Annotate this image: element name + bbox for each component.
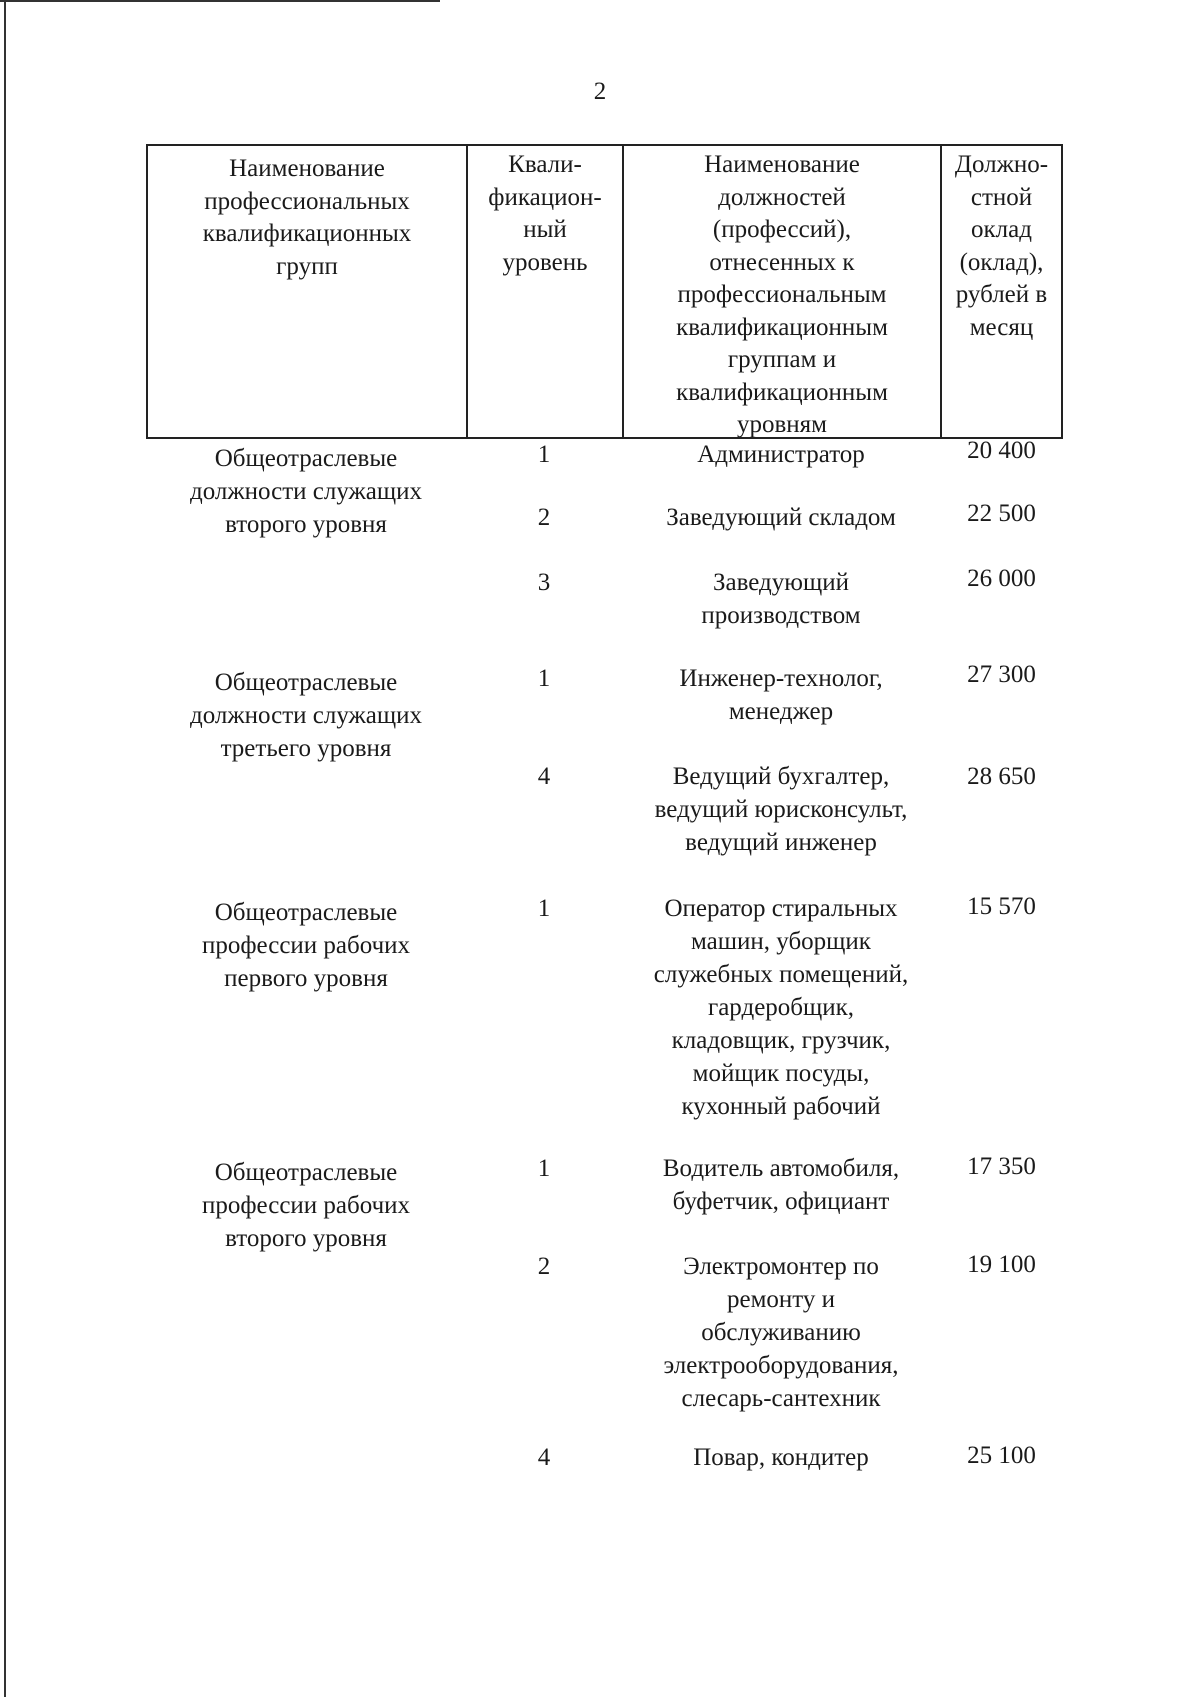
- salary-cell: 28 650: [967, 763, 1036, 790]
- header-qualification-level: [468, 146, 624, 437]
- header-text: отнесенных к: [709, 248, 855, 276]
- level-cell: 2: [537, 1253, 551, 1280]
- position-cell: [622, 1250, 940, 1415]
- group-name-line: третьего уровня: [220, 735, 392, 762]
- position-line: Заведующий: [713, 569, 849, 596]
- group-name: [146, 896, 466, 995]
- level-cell: 4: [537, 1444, 551, 1471]
- position-line: гардеробщик,: [707, 994, 855, 1021]
- level-cell: 2: [537, 504, 551, 531]
- header-text: фикацион-: [488, 183, 602, 211]
- position-cell: [622, 438, 940, 471]
- scan-edge-top: [0, 0, 440, 2]
- position-line: электрооборудования,: [663, 1352, 899, 1379]
- group-name-line: Общеотраслевые: [214, 899, 398, 926]
- header-text: группам и: [727, 346, 837, 373]
- position-line: слесарь-сантехник: [681, 1385, 881, 1412]
- header-position-names: [624, 146, 942, 437]
- header-text: ный: [523, 216, 567, 243]
- header-text: оклад: [971, 216, 1032, 243]
- level-cell: 4: [537, 763, 551, 790]
- salary-cell: 19 100: [967, 1251, 1036, 1278]
- position-cell: [622, 1152, 940, 1218]
- header-text: Квали-: [508, 151, 582, 178]
- position-cell: [622, 662, 940, 728]
- position-cell: [622, 566, 940, 632]
- position-line: менеджер: [728, 698, 834, 725]
- page-number: 2: [593, 78, 607, 105]
- position-line: ведущий юрисконсульт,: [654, 796, 908, 823]
- position-line: производством: [701, 602, 861, 629]
- position-line: служебных помещений,: [653, 961, 909, 988]
- position-line: машин, уборщик: [691, 928, 871, 955]
- salary-cell: 17 350: [967, 1153, 1036, 1180]
- header-text: Должно-: [954, 151, 1049, 178]
- group-name-line: профессии рабочих: [201, 1192, 411, 1219]
- header-salary: [942, 146, 1061, 437]
- position-line: обслуживанию: [701, 1319, 861, 1346]
- group-name: [146, 442, 466, 541]
- group-name-line: Общеотраслевые: [214, 669, 398, 696]
- header-text: Наименование: [704, 151, 860, 178]
- header-text: квалификационным: [676, 378, 888, 406]
- position-line: Электромонтер по: [683, 1253, 879, 1280]
- group-name-line: второго уровня: [225, 511, 387, 538]
- header-text: профессиональным: [677, 281, 887, 308]
- position-line: ремонту и: [726, 1286, 836, 1313]
- position-cell: [622, 892, 940, 1123]
- level-cell: 1: [537, 1155, 551, 1182]
- table-header: [146, 144, 1063, 439]
- position-line: кладовщик, грузчик,: [671, 1027, 891, 1054]
- salary-cell: 15 570: [967, 893, 1036, 920]
- header-text: квалификационным: [676, 313, 888, 341]
- position-cell: [622, 760, 940, 859]
- scan-edge-left: [4, 0, 6, 1697]
- position-line: Ведущий бухгалтер,: [672, 763, 890, 790]
- level-cell: 1: [537, 665, 551, 692]
- header-text: Наименование: [229, 155, 385, 182]
- position-line: кухонный рабочий: [681, 1093, 881, 1120]
- header-text: уровням: [736, 411, 827, 437]
- group-name: [146, 1156, 466, 1255]
- position-line: Водитель автомобиля,: [662, 1155, 900, 1182]
- group-name-line: второго уровня: [225, 1225, 387, 1252]
- header-text: (оклад),: [959, 248, 1044, 276]
- level-cell: 1: [537, 895, 551, 922]
- group-name: [146, 666, 466, 765]
- header-text: квалификационных: [202, 220, 412, 247]
- position-line: мойщик посуды,: [692, 1060, 870, 1087]
- group-name-line: первого уровня: [224, 965, 388, 992]
- salary-cell: 26 000: [967, 565, 1036, 592]
- level-cell: 3: [537, 569, 551, 596]
- level-cell: 1: [537, 441, 551, 468]
- position-cell: [622, 501, 940, 534]
- group-name-line: Общеотраслевые: [214, 445, 398, 472]
- header-text: групп: [276, 252, 338, 280]
- group-name-line: Общеотраслевые: [214, 1159, 398, 1186]
- position-cell: [622, 1441, 940, 1474]
- header-text: месяц: [969, 313, 1034, 341]
- position-line: буфетчик, официант: [672, 1188, 890, 1215]
- position-line: Повар, кондитер: [693, 1444, 869, 1471]
- salary-cell: 20 400: [967, 437, 1036, 464]
- header-text: уровень: [502, 248, 588, 276]
- position-line: Заведующий складом: [666, 504, 896, 531]
- position-line: Инженер-технолог,: [679, 665, 883, 692]
- group-name-line: должности служащих: [189, 702, 423, 729]
- salary-cell: 27 300: [967, 661, 1036, 688]
- header-group-name: [148, 146, 468, 437]
- header-text: профессиональных: [204, 187, 410, 215]
- position-line: Оператор стиральных: [664, 895, 898, 922]
- salary-cell: 25 100: [967, 1442, 1036, 1469]
- group-name-line: должности служащих: [189, 478, 423, 505]
- header-text: должностей: [718, 183, 846, 211]
- header-text: стной: [970, 183, 1033, 211]
- group-name-line: профессии рабочих: [201, 932, 411, 959]
- salary-cell: 22 500: [967, 500, 1036, 527]
- position-line: ведущий инженер: [685, 829, 877, 856]
- header-text: рублей в: [955, 281, 1048, 308]
- header-text: (профессий),: [712, 216, 852, 243]
- position-line: Администратор: [697, 441, 865, 468]
